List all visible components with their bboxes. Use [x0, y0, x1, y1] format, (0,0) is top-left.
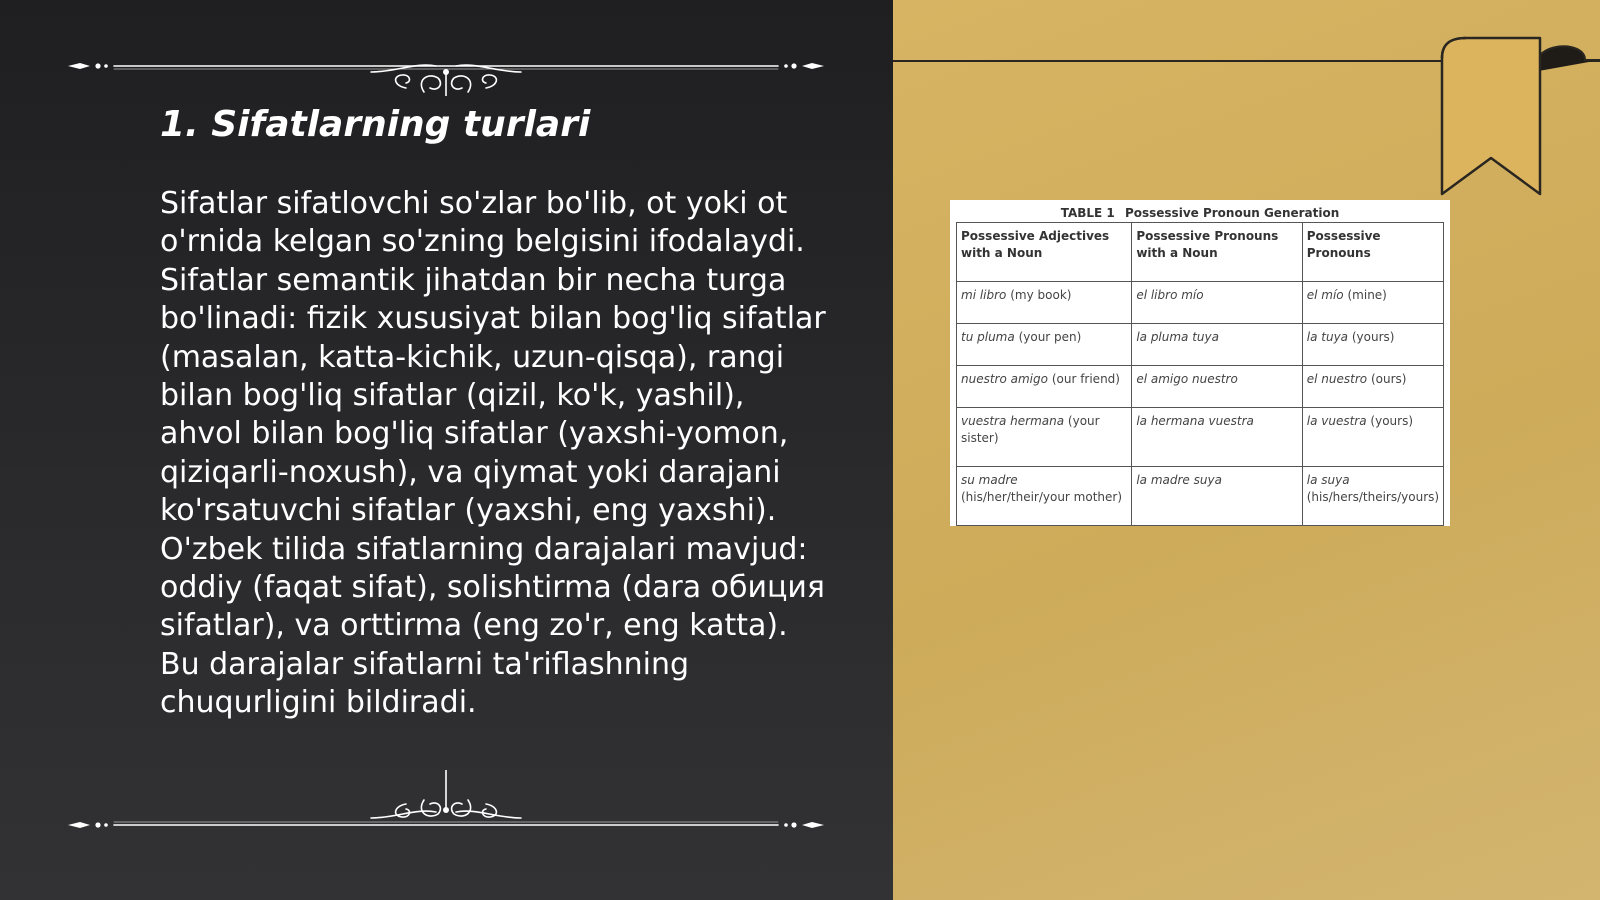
slide-body-text: Sifatlar sifatlovchi so'zlar bo'lib, ot yoki ot o'rnida kelgan so'zning belgisini ifodalaydi. Sifatlar semantik jihatdan bir necha turga bo'linadi: fizik xususiyat bilan bog'liq sifatlar (masalan, katta-kichik, uzun-qisqa), rangi bilan bog'liq sifatlar (qizil, ko'k, yashil), ahvol bilan bog'liq sifatlar (yaxshi-yomon, qiziqarli-noxush), va qiymat yoki darajani ko'rsatuvchi sifatlar (yaxshi, eng yaxshi). O'zbek tilida sifatlarning darajalari mavjud: oddiy (faqat sifat), solishtirma (dara обиция sifatlar), va orttirma (eng zo'r, eng katta). Bu darajalar sifatlarni ta'riflashning chuqurligini bildiradi. [160, 186, 826, 721]
english-gloss: (his/her/their/your mother) [961, 490, 1123, 504]
english-gloss: (yours) [1370, 414, 1414, 428]
column-header: Possessive Pronouns with a Noun [1132, 223, 1302, 282]
table-caption-number: TABLE 1 [1060, 206, 1115, 220]
table-cell [1302, 366, 1443, 408]
english-gloss: (his/hers/theirs/yours) [1306, 490, 1440, 504]
table-cell [1302, 324, 1443, 366]
table-cell [1132, 408, 1302, 467]
spanish-phrase: mi libro [961, 288, 1007, 302]
spanish-phrase: el nuestro [1306, 372, 1368, 386]
column-header: Possessive Adjectives with a Noun [957, 223, 1132, 282]
slide-title: 1. Sifatlarning turlari [160, 104, 591, 145]
spanish-phrase: la vuestra [1306, 414, 1367, 428]
top-ornament-divider-icon [66, 36, 826, 96]
spanish-phrase: el libro mío [1136, 288, 1204, 302]
english-gloss: (yours) [1351, 330, 1395, 344]
table-caption [956, 204, 1444, 222]
column-header: Possessive Pronouns [1302, 223, 1443, 282]
table-cell [1302, 408, 1443, 467]
bookmark-ribbon-icon [1430, 34, 1600, 204]
spanish-phrase: nuestro amigo [961, 372, 1048, 386]
spanish-phrase: la madre suya [1136, 473, 1222, 487]
spanish-phrase: su madre [961, 473, 1018, 487]
spanish-phrase: tu pluma [961, 330, 1015, 344]
possessive-pronoun-table-image [950, 200, 1450, 526]
table-cell [1302, 282, 1443, 324]
spanish-phrase: la suya [1306, 473, 1350, 487]
table-cell [957, 324, 1132, 366]
spanish-phrase: la hermana vuestra [1136, 414, 1254, 428]
table-cell [957, 366, 1132, 408]
table-cell [1132, 366, 1302, 408]
possessive-pronoun-table [956, 222, 1444, 526]
table-row [957, 408, 1444, 467]
table-row [957, 467, 1444, 526]
english-gloss: (your pen) [1018, 330, 1082, 344]
english-gloss: (your sister) [961, 414, 1100, 445]
spanish-phrase: el amigo nuestro [1136, 372, 1238, 386]
table-cell [957, 408, 1132, 467]
table-row [957, 282, 1444, 324]
table-row [957, 366, 1444, 408]
english-gloss: (ours) [1370, 372, 1407, 386]
table-caption-title: Possessive Pronoun Generation [1124, 206, 1340, 220]
table-cell [1132, 467, 1302, 526]
table-cell [957, 467, 1132, 526]
spanish-phrase: el mío [1306, 288, 1344, 302]
table-cell [1132, 282, 1302, 324]
table-row [957, 324, 1444, 366]
spanish-phrase: la tuya [1306, 330, 1349, 344]
bottom-ornament-divider-icon [66, 770, 826, 830]
table-header-row [957, 223, 1444, 282]
spanish-phrase: vuestra hermana [961, 414, 1065, 428]
spanish-phrase: la pluma tuya [1136, 330, 1219, 344]
english-gloss: (mine) [1347, 288, 1387, 302]
table-cell [1302, 467, 1443, 526]
english-gloss: (our friend) [1051, 372, 1120, 386]
table-cell [1132, 324, 1302, 366]
table-cell [957, 282, 1132, 324]
english-gloss: (my book) [1010, 288, 1072, 302]
